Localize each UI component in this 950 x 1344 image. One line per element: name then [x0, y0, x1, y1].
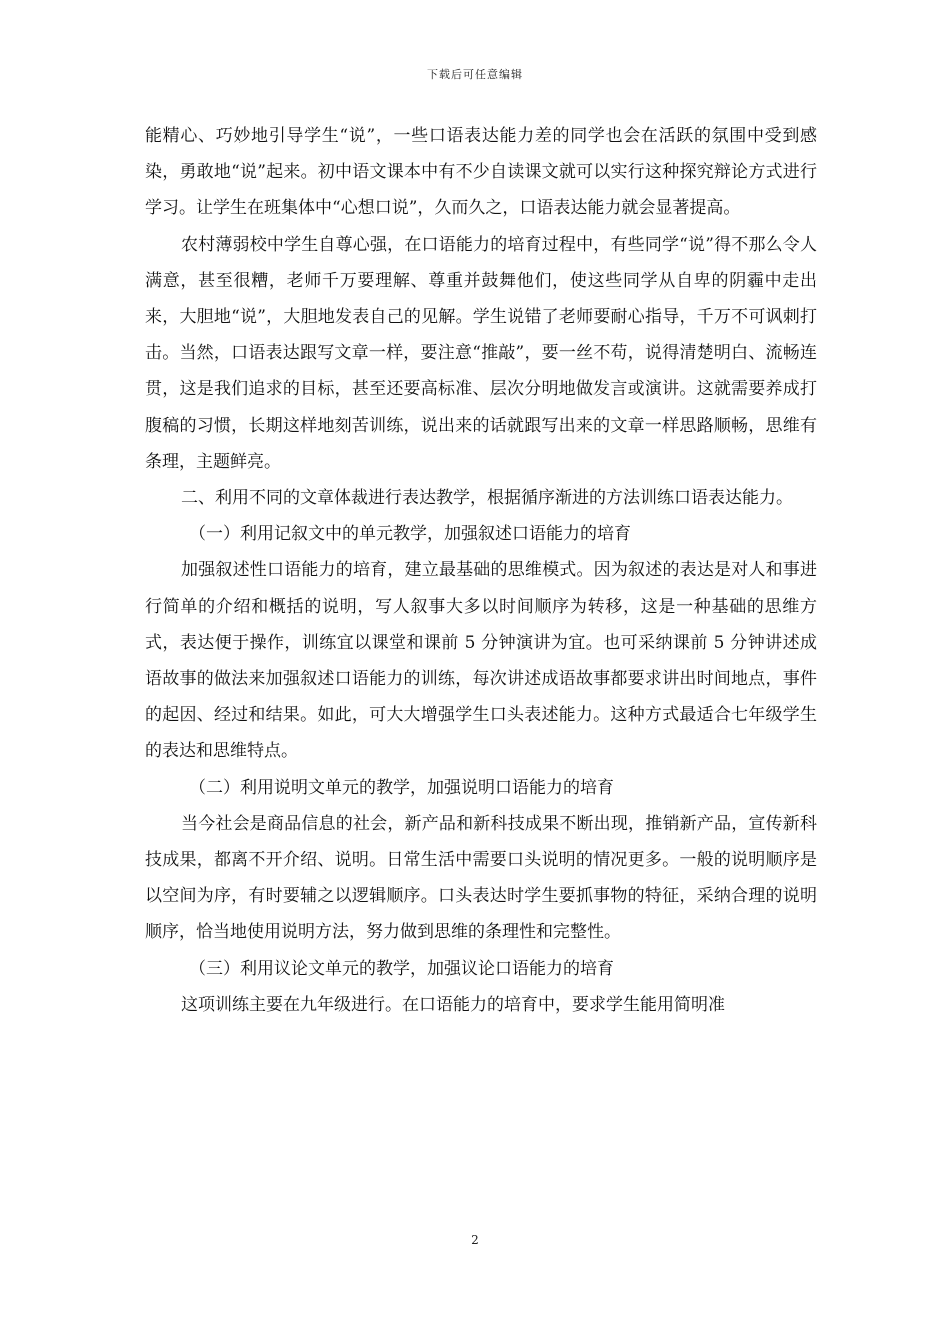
- paragraph: 加强叙述性口语能力的培育，建立最基础的思维模式。因为叙述的表达是对人和事进行简单的介绍和概括的说明，写人叙事大多以时间顺序为转移，这是一种基础的思维方式，表达便于操作，训练宜以课堂和课前 5 分钟演讲为宜。也可采纳课前 5 分钟讲述成语故事的做法来加强叙述口语能力的训练，每次讲述成语故事都要求讲出时间地点，事件的起因、经过和结果。如此，可大大增强学生口头表述能力。这种方式最适合七年级学生的表达和思维特点。: [145, 560, 817, 762]
- paragraph-continuation: 能精心、巧妙地引导学生“说”，一些口语表达能力差的同学也会在活跃的氛围中受到感染，勇敢地“说”起来。初中语文课本中有不少自读课文就可以实行这种探究辩论方式进行学习。让学生在班集体中“心想口说”，久而久之，口语表达能力就会显著提高。: [145, 126, 817, 219]
- subsection-heading: （二）利用说明文单元的教学，加强说明口语能力的培育: [189, 777, 614, 798]
- page-number: 2: [471, 1233, 479, 1247]
- paragraph: 农村薄弱校中学生自尊心强，在口语能力的培育过程中，有些同学“说”得不那么令人满意，甚至很糟，老师千万要理解、尊重并鼓舞他们，使这些同学从自卑的阴霾中走出来，大胆地“说”，大胆地发表自己的见解。学生说错了老师要耐心指导，千万不可讽刺打击。当然，口语表达跟写文章一样，要注意“推敲”，要一丝不苟，说得清楚明白、流畅连贯，这是我们追求的目标，甚至还要高标准、层次分明地做发言或演讲。这就需要养成打腹稿的习惯，长期这样地刻苦训练，说出来的话就跟写出来的文章一样思路顺畅，思维有条理，主题鲜亮。: [145, 234, 817, 472]
- page-header: 下载后可任意编辑: [427, 68, 523, 81]
- subsection-heading: （三）利用议论文单元的教学，加强议论口语能力的培育: [189, 958, 614, 979]
- paragraph: 这项训练主要在九年级进行。在口语能力的培育中，要求学生能用简明准: [181, 994, 725, 1015]
- paragraph: 当今社会是商品信息的社会，新产品和新科技成果不断出现，推销新产品，宣传新科技成果，都离不开介绍、说明。日常生活中需要口头说明的情况更多。一般的说明顺序是以空间为序，有时要辅之以逻辑顺序。口头表达时学生要抓事物的特征，采纳合理的说明顺序，恰当地使用说明方法，努力做到思维的条理性和完整性。: [145, 813, 817, 943]
- document-body: [145, 118, 817, 1023]
- section-heading: 二、利用不同的文章体裁进行表达教学，根据循序渐进的方法训练口语表达能力。: [181, 488, 793, 509]
- subsection-heading: （一）利用记叙文中的单元教学，加强叙述口语能力的培育: [189, 524, 631, 545]
